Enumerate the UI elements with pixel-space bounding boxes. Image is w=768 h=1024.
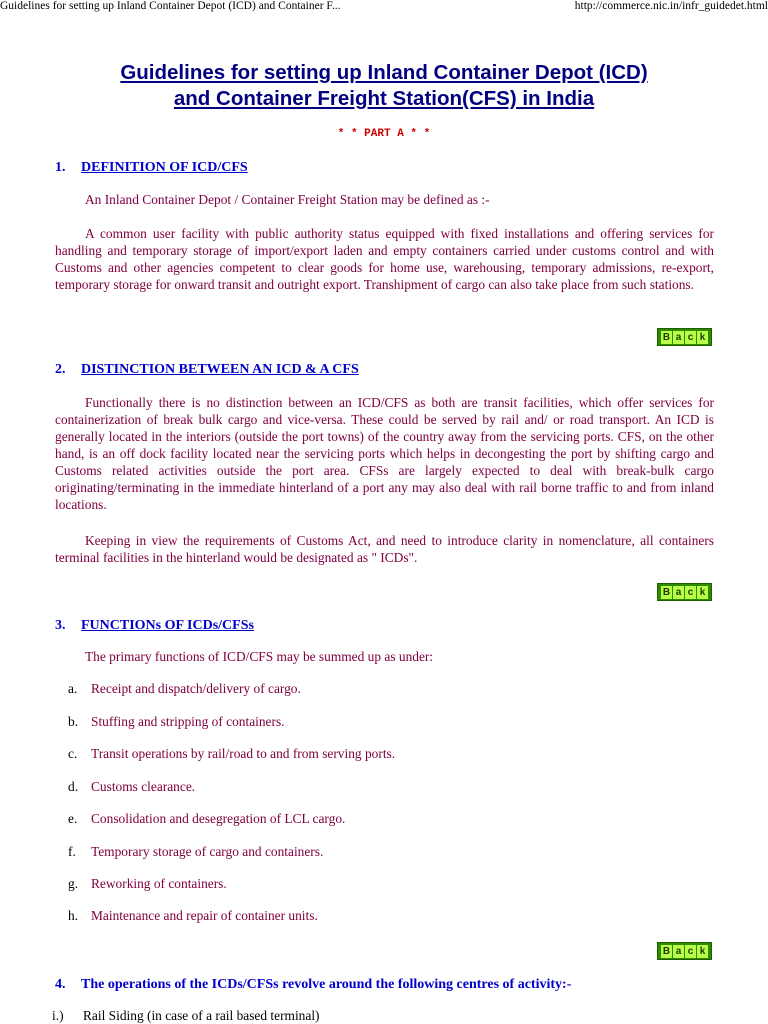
back-letter: c	[685, 586, 696, 599]
back-letter: B	[662, 586, 671, 598]
section-number: 3.	[55, 618, 66, 633]
list-item-text: Consolidation and desegregation of LCL cargo.	[91, 811, 346, 826]
list-marker: c.	[68, 746, 78, 761]
section-3-heading	[55, 618, 254, 634]
page-title-line-2: and Container Freight Station(CFS) in India	[173, 87, 595, 110]
list-marker: b.	[68, 714, 79, 729]
section-1-intro: An Inland Container Depot / Container Freight Station may be defined as :-	[85, 192, 490, 207]
list-item-text: Maintenance and repair of container units.	[91, 908, 318, 923]
section-title: The operations of the ICDs/CFSs revolve around the following centres of activity:-	[81, 977, 572, 992]
back-letter: B	[662, 331, 671, 343]
back-letter: B	[662, 945, 671, 957]
section-2-paragraph-2: Keeping in view the requirements of Customs Act, and need to introduce clarity in nomenclature, all containers terminal facilities in the hinterland would be designated as " ICDs".	[55, 533, 714, 565]
back-letter: a	[673, 586, 684, 599]
section-3-intro: The primary functions of ICD/CFS may be summed up as under:	[85, 649, 434, 664]
section-2-paragraph-1: Functionally there is no distinction between an ICD/CFS as both are transit facilities, which offer services for containerization of break bulk cargo and vice-versa. These could be served by rail and/ or road transport. An ICD is generally located in the interiors (outside the port towns) of the country away from the servicing ports. CFS, on the other hand, is an off dock facility located near the servicing ports which helps in decongesting the port by shifting cargo and Customs related activities outside the port area. CFSs are largely expected to deal with break-bulk cargo originating/terminating in the immediate hinterland of a port any may also deal with rail borne traffic to and from inland locations.	[55, 395, 714, 512]
section-title[interactable]: FUNCTIONs OF ICDs/CFSs	[81, 618, 254, 633]
list-item	[52, 1008, 320, 1024]
section-title[interactable]: DISTINCTION BETWEEN AN ICD & A CFS	[81, 362, 359, 377]
part-label: * * PART A * *	[337, 128, 431, 140]
print-header	[0, 0, 768, 14]
list-item-text: Temporary storage of cargo and containers.	[91, 844, 324, 859]
page-title	[0, 60, 768, 112]
back-letter: k	[697, 586, 708, 599]
list-marker: e.	[68, 811, 78, 826]
list-item-text: Customs clearance.	[91, 779, 196, 794]
back-letter: k	[697, 331, 708, 344]
list-item-text: Transit operations by rail/road to and from serving ports.	[91, 746, 396, 761]
list-marker: a.	[68, 681, 78, 696]
list-item	[68, 876, 227, 892]
section-number: 2.	[55, 362, 66, 377]
list-item-text: Receipt and dispatch/delivery of cargo.	[91, 681, 301, 696]
page-title-line-1: Guidelines for setting up Inland Container Depot (ICD)	[120, 61, 648, 84]
section-2-heading	[55, 362, 359, 378]
list-item	[68, 811, 345, 827]
list-item	[68, 908, 318, 924]
list-item	[68, 779, 195, 795]
list-item-text: Stuffing and stripping of containers.	[91, 714, 285, 729]
print-header-url: http://commerce.nic.in/infr_guidedet.html	[574, 0, 768, 12]
section-number: 1.	[55, 160, 66, 175]
list-marker: i.)	[52, 1008, 64, 1023]
list-item-text: Rail Siding (in case of a rail based terminal)	[83, 1008, 320, 1023]
list-marker: h.	[68, 908, 79, 923]
list-item	[68, 681, 301, 697]
list-marker: d.	[68, 779, 79, 794]
back-letter: a	[673, 945, 684, 958]
back-letter: a	[673, 331, 684, 344]
back-letter: c	[685, 331, 696, 344]
back-button[interactable]	[657, 328, 712, 346]
list-item	[68, 844, 323, 860]
back-letter: c	[685, 945, 696, 958]
back-letter: k	[697, 945, 708, 958]
back-button[interactable]	[657, 583, 712, 601]
section-number: 4.	[55, 977, 66, 992]
list-item-text: Reworking of containers.	[91, 876, 227, 891]
list-item	[68, 714, 285, 730]
list-marker: g.	[68, 876, 79, 891]
print-header-title: Guidelines for setting up Inland Container Depot (ICD) and Container F...	[0, 0, 341, 12]
list-marker: f.	[68, 844, 76, 859]
section-1-paragraph: A common user facility with public authority status equipped with fixed installations and offering services for handling and temporary storage of import/export laden and empty containers carried under customs control and with Customs and other agencies competent to clear goods for home use, warehousing, temporary admissions, re-export, temporary storage for onward transit and outright export. Transhipment of cargo can also take place from such stations.	[55, 226, 714, 292]
list-item	[68, 746, 395, 762]
section-title[interactable]: DEFINITION OF ICD/CFS	[81, 160, 248, 175]
section-1-heading	[55, 160, 248, 176]
back-button[interactable]	[657, 942, 712, 960]
section-4-heading	[55, 977, 571, 993]
